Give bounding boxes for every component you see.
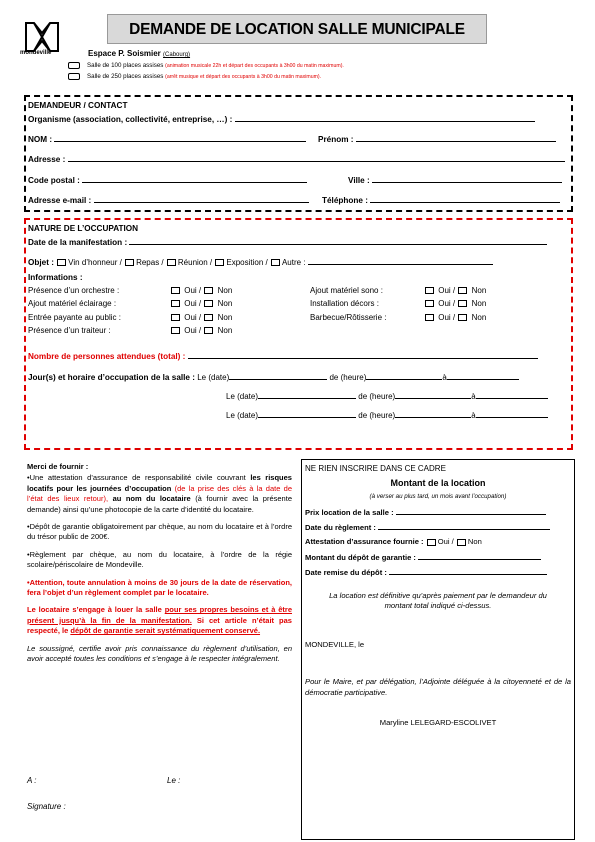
merci-section	[27, 462, 292, 672]
telephone-field[interactable]: Téléphone :	[322, 195, 560, 205]
nom-field[interactable]: NOM :	[28, 134, 306, 144]
merci-p6: Le soussigné, certifie avoir pris connaissance du règlement d’utilisation, en avoir accepté toutes les conditions et s’engage à le respecter intégralement.	[27, 643, 292, 664]
signature-label: Signature :	[27, 802, 66, 811]
cadre-heading: NE RIEN INSCRIRE DANS CE CADRE	[305, 464, 446, 473]
option-250-places[interactable]: Salle de 250 places assises (arrêt musique et départ des occupants à 3h00 du matin maximum).	[68, 73, 321, 80]
info-sono: Ajout matériel sono :	[310, 286, 383, 295]
checkbox-100-places[interactable]	[68, 62, 80, 69]
option-100-places[interactable]: Salle de 100 places assises (animation musicale 22h et départ des occupants à 3h00 du matin maximum).	[68, 62, 344, 69]
objet-row: Objet : Vin d’honneur / Repas / Réunion / Exposition / Autre :	[28, 257, 493, 267]
info-barbecue: Barbecue/Rôtisserie :	[310, 313, 387, 322]
date-label: Le :	[167, 776, 181, 785]
horaire-row-1[interactable]: Jour(s) et horaire d’occupation de la salle : Le (date) de (heure) à	[28, 372, 519, 382]
info-traiteur: Présence d’un traiteur :	[28, 326, 111, 335]
signataire-name: Maryline LELEGARD-ESCOLIVET	[379, 718, 497, 727]
montant-heading: Montant de la location	[390, 478, 486, 488]
merci-p1: •Une attestation d’assurance de responsabilité civile couvrant les risques locatifs pour les journées d’occupation (de la prise des clés à la date de l’état des lieux retour), au nom du locataire (à fournir avec la présente demande) ainsi qu’une photocopie de la carte d’identité du locataire.	[27, 473, 292, 514]
date-manifestation-field[interactable]: Date de la manifestation :	[28, 237, 547, 247]
oui-non-traiteur[interactable]: Oui / Non	[170, 326, 232, 335]
oui-non-barbecue[interactable]: Oui / Non	[424, 313, 486, 322]
oui-non-sono[interactable]: Oui / Non	[424, 286, 486, 295]
horaire-row-3[interactable]: Le (date) de (heure) à	[226, 410, 548, 420]
organisme-field[interactable]: Organisme (association, collectivité, entreprise, …) :	[28, 114, 535, 124]
logo-text: mondeville	[20, 50, 52, 56]
prix-field[interactable]: Prix location de la salle :	[305, 507, 546, 517]
lieu-label: A :	[27, 776, 37, 785]
checkbox-autre[interactable]	[271, 259, 280, 266]
merci-p5: Le locataire s’engage à louer la salle pour ses propres besoins et à être présent jusqu’à la fin de la manifestation. Si cet article n’était pas respecté, le dépôt de garantie serait systématiquement conservé.	[27, 605, 292, 636]
montant-sub: (à verser au plus tard, un mois avant l’occupation)	[369, 493, 507, 500]
oui-non-decors[interactable]: Oui / Non	[424, 299, 486, 308]
demandeur-heading: DEMANDEUR / CONTACT	[28, 101, 128, 110]
remise-field[interactable]: Date remise du dépôt :	[305, 567, 547, 577]
attestation-field[interactable]: Attestation d’assurance fournie : Oui / Non	[305, 537, 482, 546]
info-decors: Installation décors :	[310, 299, 379, 308]
mondeville-le: MONDEVILLE, le	[305, 640, 365, 649]
merci-p4: •Attention, toute annulation à moins de 30 jours de la date de réservation, fera l’objet d’un règlement complet par le locataire.	[27, 577, 292, 598]
ville-field[interactable]: Ville :	[348, 175, 562, 185]
espace-name: Espace P. Soismier (Cabourg)	[88, 49, 191, 58]
oui-non-eclairage[interactable]: Oui / Non	[170, 299, 232, 308]
checkbox-250-places[interactable]	[68, 73, 80, 80]
horaire-row-2[interactable]: Le (date) de (heure) à	[226, 391, 548, 401]
depot-field[interactable]: Montant du dépôt de garantie :	[305, 552, 541, 562]
page-title: DEMANDE DE LOCATION SALLE MUNICIPALE	[107, 14, 487, 44]
info-entree: Entrée payante au public :	[28, 313, 121, 322]
checkbox-vin[interactable]	[57, 259, 66, 266]
personnes-field[interactable]: Nombre de personnes attendues (total) :	[28, 351, 538, 361]
adresse-field[interactable]: Adresse :	[28, 154, 565, 164]
maire-delegation: Pour le Maire, et par délégation, l’Adjointe déléguée à la citoyenneté et de la démocratie participative.	[305, 677, 571, 697]
oui-non-entree[interactable]: Oui / Non	[170, 313, 232, 322]
info-eclairage: Ajout matériel éclairage :	[28, 299, 117, 308]
checkbox-reunion[interactable]	[167, 259, 176, 266]
email-field[interactable]: Adresse e-mail :	[28, 195, 309, 205]
merci-p2: •Dépôt de garantie obligatoirement par chèque, au nom du locataire et à l’ordre du trésor public de 200€.	[27, 522, 292, 542]
merci-heading: Merci de fournir :	[27, 462, 89, 471]
oui-non-orchestre[interactable]: Oui / Non	[170, 286, 232, 295]
info-orchestre: Présence d’un orchestre :	[28, 286, 120, 295]
occupation-heading: NATURE DE L’OCCUPATION	[28, 224, 139, 233]
definitive-note: La location est définitive qu’après paiement par le demandeur du montant total indiqué ci-dessus.	[329, 591, 547, 610]
date-reglement-field[interactable]: Date du règlement :	[305, 522, 550, 532]
code-postal-field[interactable]: Code postal :	[28, 175, 307, 185]
checkbox-repas[interactable]	[125, 259, 134, 266]
checkbox-exposition[interactable]	[215, 259, 224, 266]
merci-p3: •Règlement par chèque, au nom du locataire, à l’ordre de la régie scolaire/périscolaire de Mondeville.	[27, 549, 292, 570]
informations-heading: Informations :	[28, 273, 83, 282]
prenom-field[interactable]: Prénom :	[318, 134, 556, 144]
